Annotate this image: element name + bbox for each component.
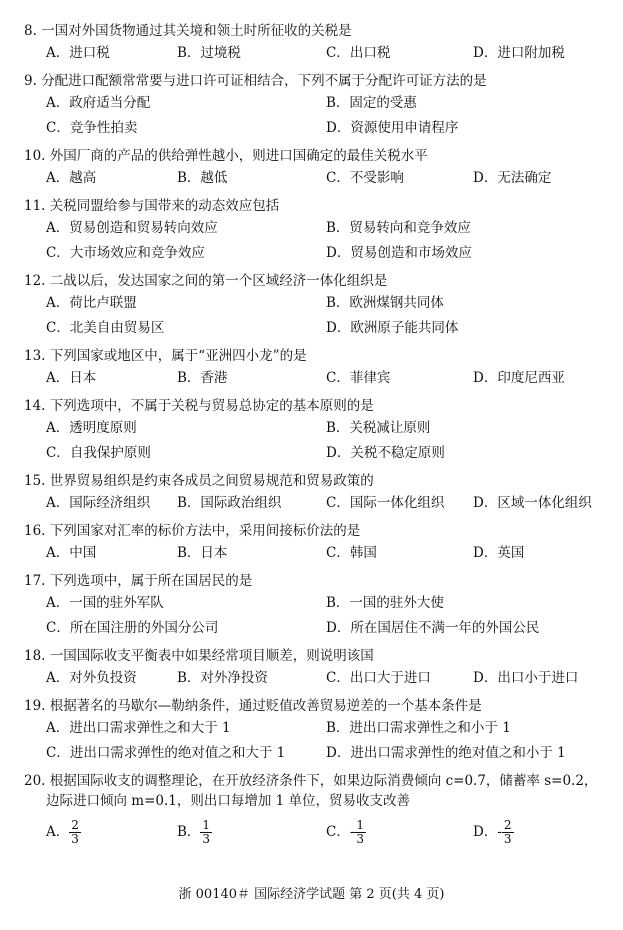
question-number: 17. xyxy=(24,573,46,589)
option-c: C．大市场效应和竞争效应 xyxy=(46,245,205,261)
option-a: A．进口税 xyxy=(46,45,110,61)
question-number: 16. xyxy=(24,523,46,539)
question-16 xyxy=(24,521,609,566)
option-c: C．不受影响 xyxy=(326,170,404,186)
options-row xyxy=(24,811,609,853)
option-d: D．欧洲原子能共同体 xyxy=(326,320,459,336)
question-number: 18. xyxy=(24,648,46,664)
option-c: C．韩国 xyxy=(326,545,377,561)
question-9 xyxy=(24,71,609,141)
question-stem: 下列选项中，不属于关税与贸易总协定的基本原则的是 xyxy=(49,398,374,414)
question-stem: 根据著名的马歇尔—勒纳条件，通过贬值改善贸易逆差的一个基本条件是 xyxy=(49,698,482,714)
option-c: C．进出口需求弹性的绝对值之和大于 1 xyxy=(46,745,286,761)
option-d: D．印度尼西亚 xyxy=(473,370,565,386)
fraction: $\frac{2}{3}$ xyxy=(71,818,79,846)
options-row xyxy=(24,741,609,766)
option-a: A．一国的驻外军队 xyxy=(46,595,164,611)
question-stem: 下列选项中，属于所在国居民的是 xyxy=(49,573,253,589)
fraction: $\frac{2}{3}$ xyxy=(503,818,512,846)
question-stem: 分配进口配额常常要与进口许可证相结合，下列不属于分配许可证方法的是 xyxy=(41,73,487,89)
option-b: B．欧洲煤钢共同体 xyxy=(326,295,444,311)
option-c: C．菲律宾 xyxy=(326,370,391,386)
options-row xyxy=(24,291,609,316)
question-13 xyxy=(24,346,609,391)
options-row xyxy=(24,441,609,466)
question-18 xyxy=(24,646,609,691)
question-17 xyxy=(24,571,609,641)
question-stem: 下列国家或地区中，属于“亚洲四小龙”的是 xyxy=(49,348,307,364)
option-b: B． $\frac{1}{3}$ xyxy=(177,818,211,846)
option-d: D．所在国居住不满一年的外国公民 xyxy=(326,620,540,636)
option-d: D．进口附加税 xyxy=(473,45,565,61)
question-19 xyxy=(24,696,609,766)
question-number: 12. xyxy=(24,273,46,289)
option-b: B．对外净投资 xyxy=(177,670,268,686)
option-a: A．国际经济组织 xyxy=(46,495,151,511)
options-row xyxy=(24,366,609,391)
options-row xyxy=(24,591,609,616)
question-14 xyxy=(24,396,609,466)
fraction: $\frac{1}{3}$ xyxy=(202,818,211,846)
question-12 xyxy=(24,271,609,341)
question-number: 20. xyxy=(24,773,46,789)
options-row xyxy=(24,241,609,266)
options-row xyxy=(24,666,609,691)
question-number: 13. xyxy=(24,348,46,364)
question-stem: 二战以后，发达国家之间的第一个区域经济一体化组织是 xyxy=(49,273,388,289)
option-c: C．北美自由贸易区 xyxy=(46,320,165,336)
question-20 xyxy=(24,771,609,853)
option-a: A．进出口需求弹性之和大于 1 xyxy=(46,720,231,736)
question-stem: 世界贸易组织是约束各成员之间贸易规范和贸易政策的 xyxy=(49,473,374,489)
option-c: C．出口税 xyxy=(326,45,391,61)
question-number: 9. xyxy=(24,73,37,89)
question-number: 10. xyxy=(24,148,46,164)
options-row xyxy=(24,541,609,566)
options-row xyxy=(24,491,609,516)
question-stem: 一国国际收支平衡表中如果经常项目顺差，则说明该国 xyxy=(49,648,374,664)
question-stem: 一国对外国货物通过其关境和领土时所征收的关税是 xyxy=(41,23,352,39)
option-d: D．关税不稳定原则 xyxy=(326,445,445,461)
options-row xyxy=(24,91,609,116)
option-b: B．日本 xyxy=(177,545,228,561)
option-b: B．进出口需求弹性之和小于 1 xyxy=(326,720,511,736)
option-a: A．透明度原则 xyxy=(46,420,137,436)
option-c: C．自我保护原则 xyxy=(46,445,151,461)
options-row xyxy=(24,316,609,341)
option-a: A．越高 xyxy=(46,170,97,186)
option-a: A．中国 xyxy=(46,545,97,561)
options-row xyxy=(24,216,609,241)
options-row xyxy=(24,416,609,441)
question-stem-continued: 边际进口倾向 m=0.1，则出口每增加 1 单位，贸易收支改善 xyxy=(46,793,411,809)
option-a: A．政府适当分配 xyxy=(46,95,151,111)
option-d: D．进出口需求弹性的绝对值之和小于 1 xyxy=(326,745,566,761)
option-b: B．固定的受惠 xyxy=(326,95,417,111)
question-number: 14. xyxy=(24,398,46,414)
question-8 xyxy=(24,21,609,66)
question-stem: 根据国际收支的调整理论，在开放经济条件下，如果边际消费倾向 c=0.7，储蓄率 s=0.2， xyxy=(49,773,598,789)
options-row xyxy=(24,716,609,741)
option-a: A．荷比卢联盟 xyxy=(46,295,137,311)
option-b: B．贸易转向和竞争效应 xyxy=(326,220,471,236)
question-10 xyxy=(24,146,609,191)
option-b: B．越低 xyxy=(177,170,228,186)
options-row xyxy=(24,41,609,66)
option-c: C．出口大于进口 xyxy=(326,670,431,686)
question-stem: 外国厂商的产品的供给弹性越小，则进口国确定的最佳关税水平 xyxy=(49,148,428,164)
option-b: B．关税减让原则 xyxy=(326,420,431,436)
question-number: 11. xyxy=(24,198,46,214)
option-c: C．- $\frac{1}{3}$ xyxy=(326,818,365,846)
question-number: 19. xyxy=(24,698,46,714)
option-b: B．过境税 xyxy=(177,45,241,61)
option-d: D．区域一体化组织 xyxy=(473,495,592,511)
option-d: D．无法确定 xyxy=(473,170,552,186)
options-row xyxy=(24,616,609,641)
question-stem: 下列国家对汇率的标价方法中，采用间接标价法的是 xyxy=(49,523,361,539)
fraction: $\frac{1}{3}$ xyxy=(356,818,365,846)
question-11 xyxy=(24,196,609,266)
question-number: 8. xyxy=(24,23,37,39)
option-d: D．出口小于进口 xyxy=(473,670,579,686)
option-d: D．资源使用申请程序 xyxy=(326,120,459,136)
option-a: A．日本 xyxy=(46,370,97,386)
option-d: D．英国 xyxy=(473,545,525,561)
options-row xyxy=(24,166,609,191)
page-footer: 浙 00140＃ 国际经济学试题 第 2 页(共 4 页) xyxy=(178,887,445,902)
option-a: A． $\frac{2}{3}$ xyxy=(46,818,79,846)
options-row xyxy=(24,116,609,141)
option-c: C．国际一体化组织 xyxy=(326,495,445,511)
option-c: C．竞争性拍卖 xyxy=(46,120,138,136)
question-15 xyxy=(24,471,609,516)
option-b: B．国际政治组织 xyxy=(177,495,282,511)
option-a: A．贸易创造和贸易转向效应 xyxy=(46,220,218,236)
option-c: C．所在国注册的外国分公司 xyxy=(46,620,219,636)
option-d: D．- $\frac{2}{3}$ xyxy=(473,818,512,846)
option-b: B．一国的驻外大使 xyxy=(326,595,444,611)
option-d: D．贸易创造和市场效应 xyxy=(326,245,472,261)
option-b: B．香港 xyxy=(177,370,228,386)
question-number: 15. xyxy=(24,473,46,489)
question-stem: 关税同盟给参与国带来的动态效应包括 xyxy=(49,198,280,214)
option-a: A．对外负投资 xyxy=(46,670,137,686)
